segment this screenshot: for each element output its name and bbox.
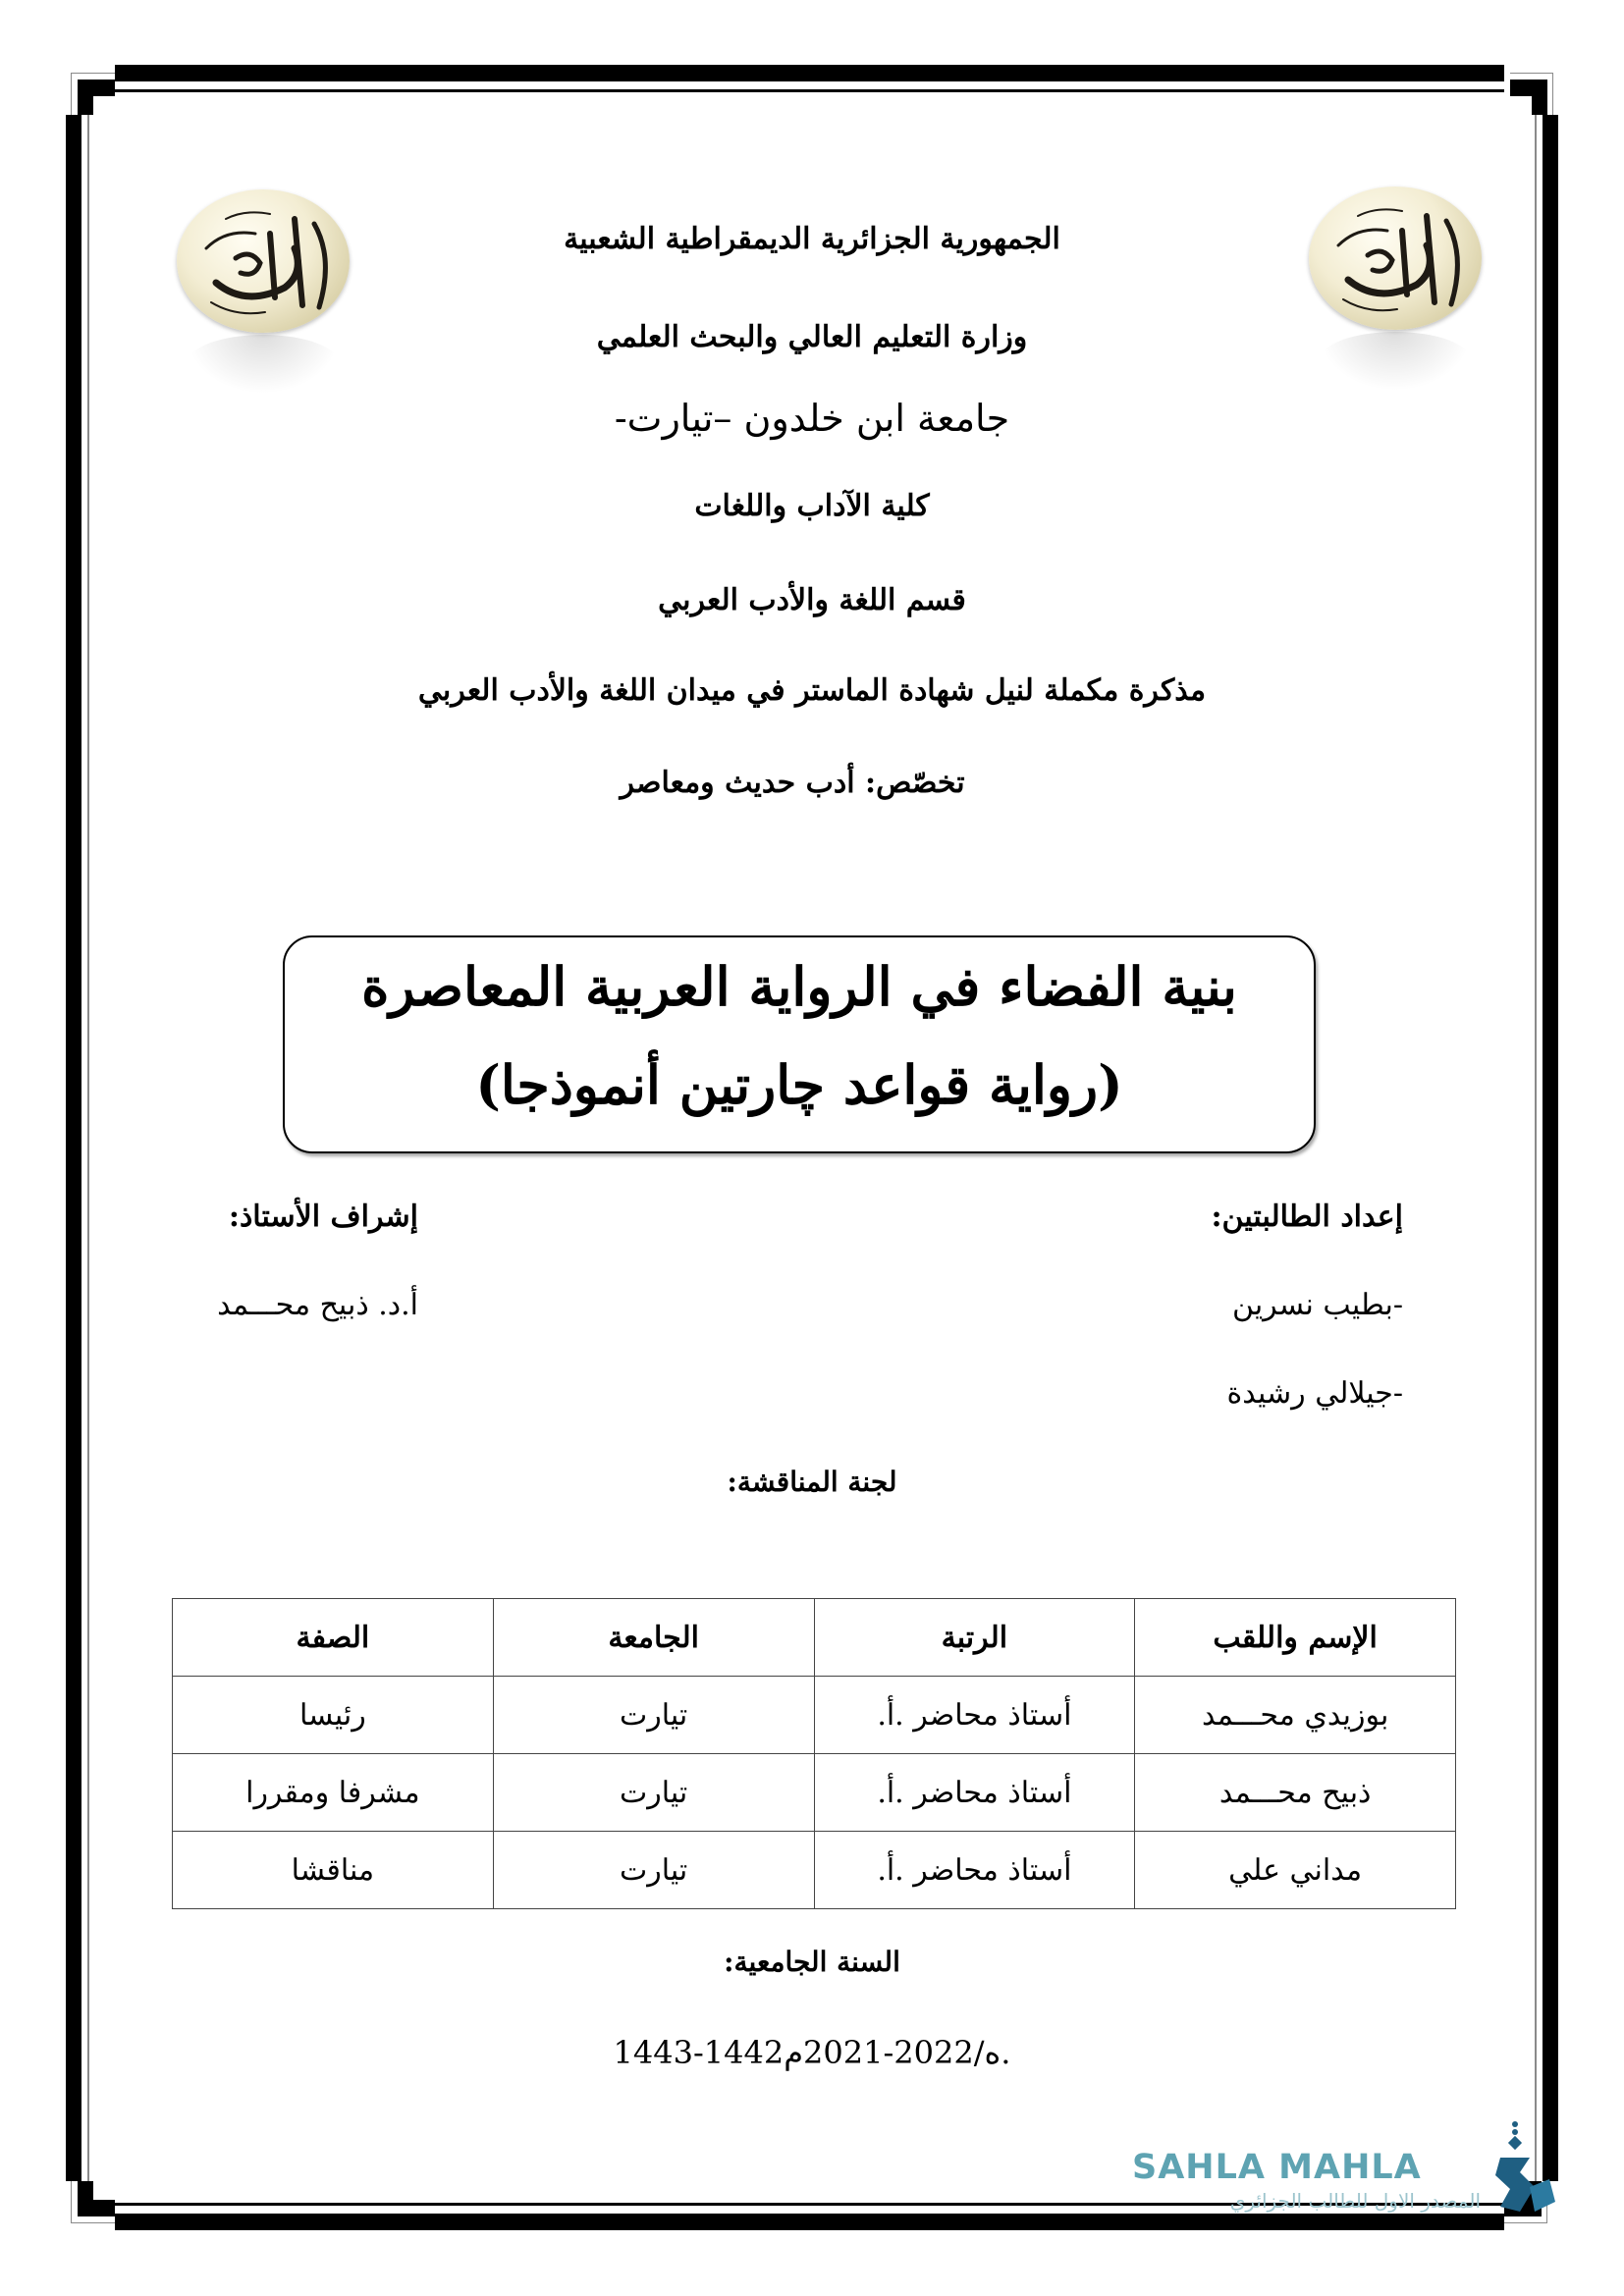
sahla-mahla-logo-icon [1490,2118,1559,2226]
corner-top-left-outline [71,73,115,115]
republic-name: الجمهورية الجزائرية الديمقراطية الشعبية [564,222,1060,256]
department-name: قسم اللغة والأدب العربي [658,583,966,617]
member-role: مشرفا ومقررا [173,1754,494,1832]
ministry-name: وزارة التعليم العالي والبحث العلمي [596,320,1028,354]
calligraphy-icon [177,189,350,333]
member-university: تيارت [493,1832,814,1909]
column-header-name: الإسم واللقب [1135,1599,1456,1677]
column-header-role: الصفة [173,1599,494,1677]
member-university: تيارت [493,1754,814,1832]
member-name: بوزيدي محـــمد [1135,1677,1456,1754]
corner-top-right-outline [1510,73,1553,115]
member-university: تيارت [493,1677,814,1754]
supervisor-label: إشراف الأستاذ: [228,1200,418,1234]
academic-year-value: 1443-1442ه/2022-2021م. [613,2034,1011,2071]
border-bottom-thick [115,2214,1504,2230]
member-role: رئيسا [173,1677,494,1754]
thesis-title-box [283,935,1316,1153]
table-row [173,1754,1456,1832]
committee-table [172,1598,1456,1909]
specialization: تخصّص: أدب حديث ومعاصر [620,766,965,800]
thesis-subtitle: (رواية قواعد چارتين أنموذجا) [475,1053,1123,1116]
corner-bottom-left-outline [71,2181,115,2223]
university-logo-left [177,189,350,333]
university-logo-right [1309,187,1482,330]
authors-label: إعداد الطالبتين: [1211,1200,1403,1234]
committee-label: لجنة المناقشة: [727,1466,897,1498]
faculty-name: كلية الآداب واللغات [694,489,930,523]
border-top-thick [115,65,1504,81]
column-header-university: الجامعة [493,1599,814,1677]
border-top-thin [115,89,1504,92]
logo-medallion [1309,187,1482,330]
thesis-purpose: مذكرة مكملة لنيل شهادة الماستر في ميدان اللغة والأدب العربي [417,673,1207,708]
author-name: -بطيب نسرين [1232,1288,1403,1322]
author-name: -جيلالي رشيدة [1226,1376,1403,1411]
member-rank: أستاذ محاضر .أ. [814,1832,1135,1909]
thesis-title: بنية الفضاء في الرواية العربية المعاصرة [361,955,1237,1018]
table-row [173,1677,1456,1754]
watermark-brand: SAHLA MAHLA [1132,2148,1422,2187]
academic-year-label: السنة الجامعية: [724,1946,900,1978]
member-rank: أستاذ محاضر .أ. [814,1754,1135,1832]
column-header-rank: الرتبة [814,1599,1135,1677]
member-rank: أستاذ محاضر .أ. [814,1677,1135,1754]
table-header-row [173,1599,1456,1677]
supervisor-name: أ.د. ذبيح محـــمد [217,1288,418,1322]
member-role: مناقشا [173,1832,494,1909]
watermark-tagline: المصدر الاول للطالب الجزائري [1229,2189,1481,2213]
calligraphy-icon [1309,187,1482,330]
university-name: جامعة ابن خلدون –تيارت- [614,397,1010,440]
table-row [173,1832,1456,1909]
logo-medallion [177,189,350,333]
member-name: ذبيح محـــمد [1135,1754,1456,1832]
member-name: مداني علي [1135,1832,1456,1909]
